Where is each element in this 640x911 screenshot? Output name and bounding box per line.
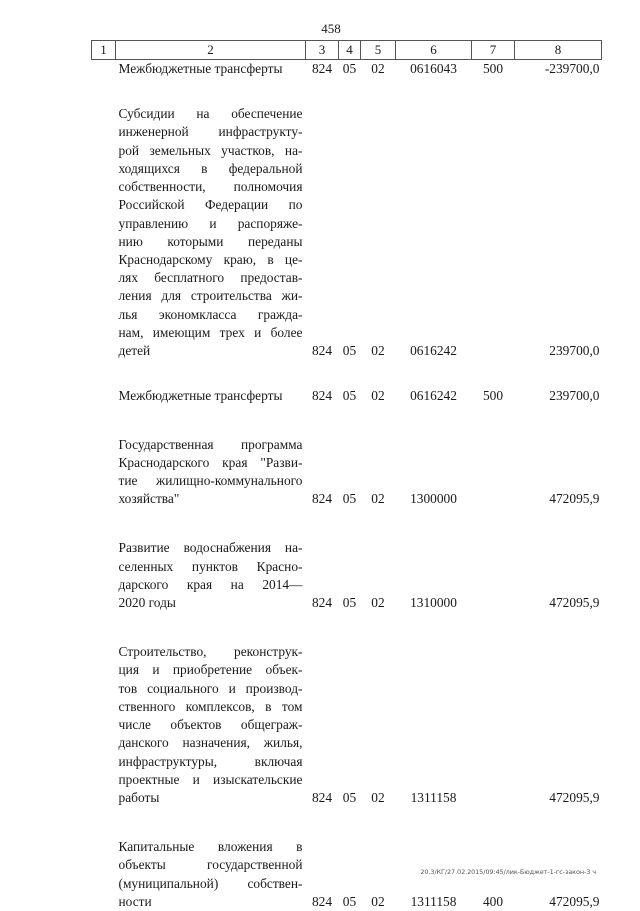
cell-amount: 239700,0 [515, 387, 602, 405]
row-name-line: тие жилищно-коммунального [119, 472, 303, 490]
cell-amount: -239700,0 [515, 60, 602, 79]
cell-target-article: 1300000 [396, 436, 472, 509]
cell-subsection: 02 [361, 643, 396, 807]
cell-section: 05 [339, 387, 361, 405]
table-row [92, 643, 602, 807]
cell-subsection: 02 [361, 105, 396, 360]
row-name-line: числе объектов общеграж- [119, 716, 303, 734]
row-name-line: проектные и изыскательские [119, 771, 303, 789]
header-col-7: 7 [472, 41, 515, 60]
cell-target-article: 1310000 [396, 539, 472, 612]
budget-table-container [91, 40, 601, 911]
row-name [116, 105, 306, 360]
cell-section: 05 [339, 105, 361, 360]
row-name-line: Капитальные вложения в [119, 838, 303, 856]
cell-expense-type: 500 [472, 60, 515, 79]
row-name-line: 2020 годы [119, 594, 303, 612]
row-name-line: нию которыми переданы [119, 233, 303, 251]
cell-expense-type [472, 436, 515, 509]
row-name-line: хозяйства" [119, 490, 303, 508]
header-col-1: 1 [92, 41, 116, 60]
row-name-line: Краснодарскому краю, в це- [119, 251, 303, 269]
cell-col-1 [92, 436, 116, 509]
row-name-line: тов социального и производ- [119, 680, 303, 698]
cell-subsection: 02 [361, 436, 396, 509]
row-name-line: детей [119, 342, 303, 360]
cell-target-article: 1311158 [396, 643, 472, 807]
table-row [92, 539, 602, 612]
row-spacer [92, 508, 602, 539]
row-name-line: Развитие водоснабжения на- [119, 539, 303, 557]
row-name-line: ности [119, 893, 303, 911]
table-row [92, 436, 602, 509]
row-name-line: дарского края на 2014— [119, 576, 303, 594]
cell-target-article: 1311158 [396, 838, 472, 911]
cell-ministry: 824 [306, 539, 339, 612]
row-name-line: инженерной инфраструкту- [119, 123, 303, 141]
cell-expense-type: 500 [472, 387, 515, 405]
header-col-2: 2 [116, 41, 306, 60]
table-body [92, 60, 602, 911]
row-name-line: ходящихся в федеральной [119, 160, 303, 178]
table-row [92, 60, 602, 79]
row-name-line: Российской Федерации по [119, 196, 303, 214]
row-name-line: работы [119, 789, 303, 807]
row-name-line: ственного комплексов, в том [119, 698, 303, 716]
row-name-line: управлению и распоряже- [119, 215, 303, 233]
cell-section: 05 [339, 436, 361, 509]
row-name-line: данского назначения, жилья, [119, 734, 303, 752]
cell-section: 05 [339, 838, 361, 911]
budget-table [91, 40, 602, 911]
row-name-line: Субсидии на обеспечение [119, 105, 303, 123]
cell-subsection: 02 [361, 387, 396, 405]
cell-section: 05 [339, 60, 361, 79]
cell-col-1 [92, 60, 116, 79]
cell-amount: 239700,0 [515, 105, 602, 360]
cell-col-1 [92, 838, 116, 911]
row-name-line: нам, имеющим трех и более [119, 324, 303, 342]
cell-section: 05 [339, 643, 361, 807]
page-number: 458 [0, 21, 640, 37]
cell-col-1 [92, 387, 116, 405]
row-name-line: ления для строительства жи- [119, 287, 303, 305]
cell-subsection: 02 [361, 60, 396, 79]
cell-col-1 [92, 105, 116, 360]
cell-expense-type [472, 643, 515, 807]
header-col-6: 6 [396, 41, 472, 60]
row-name-line: Межбюджетные трансферты [119, 387, 303, 405]
row-spacer [92, 78, 602, 105]
cell-amount: 472095,9 [515, 436, 602, 509]
row-name-line: объекты государственной [119, 856, 303, 874]
footer-stamp: 20.3/КГ/27.02.2015/09:45/лик-Бюджет-1-гс-закон-3 ч [420, 868, 596, 876]
cell-ministry: 824 [306, 436, 339, 509]
cell-amount: 472095,9 [515, 838, 602, 911]
header-col-8: 8 [515, 41, 602, 60]
cell-subsection: 02 [361, 539, 396, 612]
row-name-line: (муниципальной) собствен- [119, 875, 303, 893]
table-row [92, 387, 602, 405]
row-name-line: рой земельных участков, на- [119, 142, 303, 160]
row-name-line: Краснодарского края "Разви- [119, 454, 303, 472]
header-col-3: 3 [306, 41, 339, 60]
row-spacer [92, 807, 602, 838]
cell-section: 05 [339, 539, 361, 612]
row-name [116, 838, 306, 911]
cell-expense-type [472, 105, 515, 360]
row-name [116, 60, 306, 79]
row-name [116, 643, 306, 807]
row-spacer [92, 612, 602, 643]
row-spacer [92, 360, 602, 387]
header-col-4: 4 [339, 41, 361, 60]
row-name [116, 387, 306, 405]
cell-expense-type [472, 539, 515, 612]
row-name [116, 539, 306, 612]
row-name [116, 436, 306, 509]
cell-ministry: 824 [306, 838, 339, 911]
cell-expense-type: 400 [472, 838, 515, 911]
row-name-line: Государственная программа [119, 436, 303, 454]
row-name-line: собственности, полномочия [119, 178, 303, 196]
cell-target-article: 0616242 [396, 105, 472, 360]
cell-col-1 [92, 643, 116, 807]
row-name-line: ция и приобретение объек- [119, 661, 303, 679]
row-spacer [92, 406, 602, 436]
cell-subsection: 02 [361, 838, 396, 911]
row-name-line: Межбюджетные трансферты [119, 60, 303, 78]
row-name-line: селенных пунктов Красно- [119, 558, 303, 576]
cell-ministry: 824 [306, 105, 339, 360]
column-number-header [92, 41, 602, 60]
row-name-line: лях бесплатного предостав- [119, 269, 303, 287]
header-col-5: 5 [361, 41, 396, 60]
row-name-line: лья экономкласса гражда- [119, 306, 303, 324]
cell-target-article: 0616242 [396, 387, 472, 405]
cell-col-1 [92, 539, 116, 612]
row-name-line: инфраструктуры, включая [119, 753, 303, 771]
cell-target-article: 0616043 [396, 60, 472, 79]
cell-ministry: 824 [306, 643, 339, 807]
table-row [92, 105, 602, 360]
cell-ministry: 824 [306, 387, 339, 405]
cell-amount: 472095,9 [515, 539, 602, 612]
cell-ministry: 824 [306, 60, 339, 79]
row-name-line: Строительство, реконструк- [119, 643, 303, 661]
cell-amount: 472095,9 [515, 643, 602, 807]
